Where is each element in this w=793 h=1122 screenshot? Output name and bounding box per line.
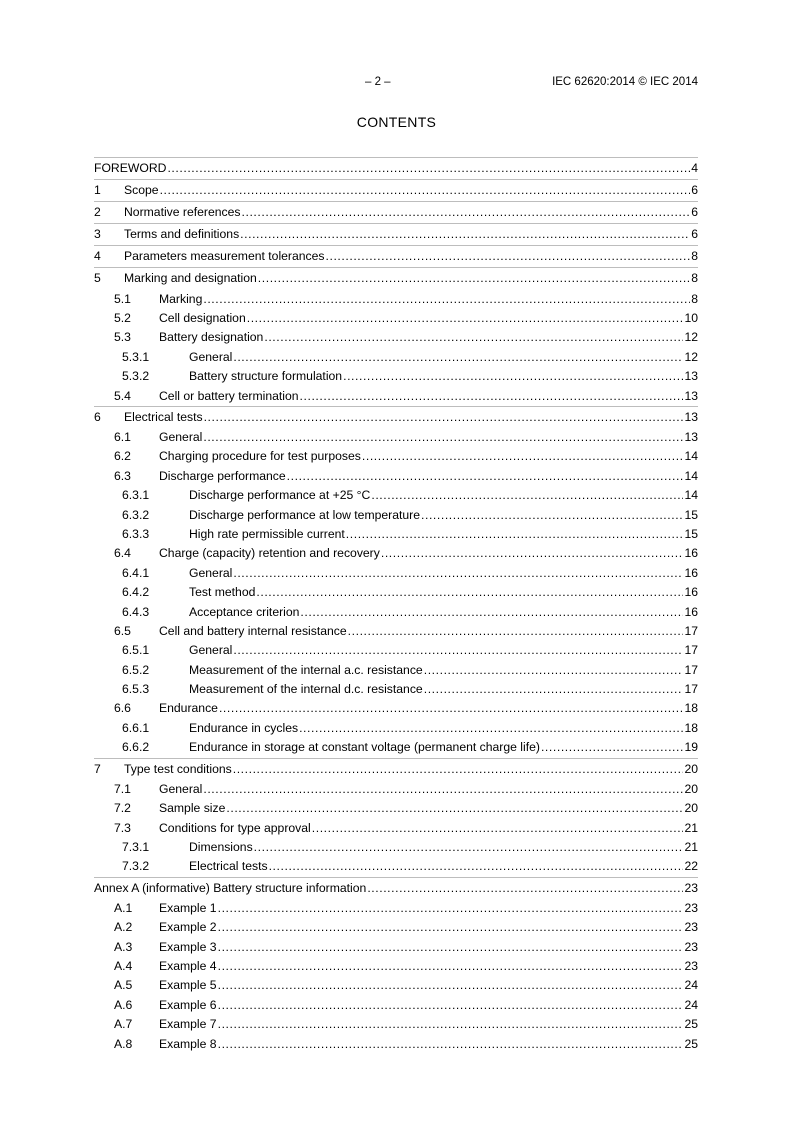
toc-entry[interactable] xyxy=(94,201,698,223)
toc-entry-page: 15 xyxy=(684,507,698,522)
toc-entry[interactable] xyxy=(94,525,698,544)
toc-entry-number: 6.3.2 xyxy=(122,507,150,522)
toc-entry-page: 6 xyxy=(691,205,698,220)
dot-leader xyxy=(312,819,684,838)
toc-entry-number: 2 xyxy=(94,205,101,220)
toc-entry-number: 6 xyxy=(94,409,101,424)
toc-entry[interactable] xyxy=(94,583,698,602)
toc-entry-page: 18 xyxy=(684,701,698,716)
toc-entry-title: General xyxy=(189,643,233,658)
dot-leader xyxy=(242,201,691,223)
dot-leader xyxy=(204,406,684,428)
toc-entry-number: 6.4.1 xyxy=(122,565,150,580)
toc-entry-page: 14 xyxy=(684,468,698,483)
dot-leader xyxy=(218,1015,684,1034)
dot-leader xyxy=(381,544,684,563)
toc-entry-title: Measurement of the internal d.c. resistance xyxy=(189,682,423,697)
toc-entry-title: Discharge performance xyxy=(159,468,286,483)
toc-entry-title: Example 3 xyxy=(159,939,217,954)
toc-entry-number: 6.4.3 xyxy=(122,604,150,619)
dot-leader xyxy=(233,348,683,367)
toc-entry-page: 16 xyxy=(684,604,698,619)
toc-entry-title: Battery structure formulation xyxy=(189,369,343,384)
toc-entry-page: 13 xyxy=(684,388,698,403)
toc-entry-title: Charge (capacity) retention and recovery xyxy=(159,546,380,561)
toc-entry-title: Example 2 xyxy=(159,920,217,935)
toc-entry-title: Example 1 xyxy=(159,900,217,915)
dot-leader xyxy=(218,976,684,995)
toc-entry-page: 8 xyxy=(691,249,698,264)
dot-leader xyxy=(218,1035,684,1054)
toc-entry-number: 5.3 xyxy=(114,330,131,345)
toc-entry-title: Example 6 xyxy=(159,997,217,1012)
dot-leader xyxy=(203,290,690,309)
page-header xyxy=(94,76,698,92)
toc-entry[interactable] xyxy=(94,179,698,201)
toc-entry-page: 17 xyxy=(684,662,698,677)
toc-entry-page: 25 xyxy=(684,1017,698,1032)
toc-entry-page: 13 xyxy=(684,430,698,444)
toc-entry-page: 17 xyxy=(684,643,698,658)
toc-entry-number: 6.5.1 xyxy=(122,643,150,658)
dot-leader xyxy=(343,367,683,386)
toc-entry-number: 1 xyxy=(94,183,101,198)
toc-entry-page: 13 xyxy=(684,409,698,424)
toc-entry-title: Example 8 xyxy=(159,1036,217,1051)
toc-entry-page: 22 xyxy=(684,859,698,874)
toc-entry-title: Cell designation xyxy=(159,310,246,325)
toc-entry-title: Dimensions xyxy=(189,839,253,854)
toc-entry-page: 14 xyxy=(684,488,698,503)
toc-entry-number: 5.3.2 xyxy=(122,369,150,384)
page-number: – 2 – xyxy=(365,76,391,88)
toc-entry[interactable] xyxy=(94,328,698,347)
toc-entry-page: 15 xyxy=(684,526,698,541)
dot-leader xyxy=(258,267,690,289)
toc-entry[interactable] xyxy=(94,661,698,680)
toc-entry-title: Type test conditions xyxy=(124,761,232,776)
toc-entry-title: Marking and designation xyxy=(124,271,257,286)
toc-entry-title: Conditions for type approval xyxy=(159,820,311,835)
toc-entry[interactable] xyxy=(94,564,698,583)
toc-entry-number: 6.3.1 xyxy=(122,488,150,503)
toc-entry-page: 21 xyxy=(684,839,698,854)
toc-entry[interactable] xyxy=(94,641,698,660)
toc-entry-title: Discharge performance at +25 °C xyxy=(189,488,371,503)
toc-entry-page: 23 xyxy=(684,920,698,935)
toc-entry-page: 6 xyxy=(691,227,698,242)
toc-entry[interactable] xyxy=(94,996,698,1015)
toc-entry-page: 10 xyxy=(684,310,698,325)
dot-leader xyxy=(233,758,684,780)
dot-leader xyxy=(424,661,684,680)
toc-entry[interactable] xyxy=(94,309,698,328)
toc-entry-number: 6.4.2 xyxy=(122,585,150,600)
dot-leader xyxy=(203,780,683,799)
toc-entry-number: 6.6.2 xyxy=(122,740,150,755)
toc-entry-page: 16 xyxy=(684,585,698,600)
toc-entry-page: 8 xyxy=(691,291,698,306)
toc-entry-page: 23 xyxy=(684,880,698,895)
toc-entry-number: 6.6 xyxy=(114,701,131,716)
toc-entry-number: 7.3.2 xyxy=(122,859,150,874)
toc-entry-number: A.4 xyxy=(114,958,133,973)
dot-leader xyxy=(300,603,683,622)
toc-entry-number: A.2 xyxy=(114,920,133,935)
toc-entry-number: 6.4 xyxy=(114,546,131,561)
toc-entry[interactable] xyxy=(94,1015,698,1034)
toc-entry[interactable] xyxy=(94,938,698,957)
toc-entry[interactable] xyxy=(94,738,698,757)
toc-entry[interactable] xyxy=(94,387,698,406)
toc-entry[interactable] xyxy=(94,899,698,918)
toc-entry-title: Cell and battery internal resistance xyxy=(159,623,347,638)
toc-entry[interactable] xyxy=(94,348,698,367)
toc-entry-title: Example 4 xyxy=(159,958,217,973)
dot-leader xyxy=(541,738,683,757)
toc-entry-number: A.1 xyxy=(114,900,133,915)
toc-entry-number: 3 xyxy=(94,227,101,242)
standard-identifier: IEC 62620:2014 © IEC 2014 xyxy=(552,76,698,88)
toc-entry[interactable] xyxy=(94,367,698,386)
toc-entry-title: General xyxy=(189,349,233,364)
toc-entry[interactable] xyxy=(94,918,698,937)
toc-entry-title: Charging procedure for test purposes xyxy=(159,449,361,464)
toc-entry-page: 12 xyxy=(684,330,698,345)
dot-leader xyxy=(300,387,684,406)
dot-leader xyxy=(371,486,683,505)
toc-entry-title: Scope xyxy=(124,183,159,198)
toc-entry-page: 23 xyxy=(684,939,698,954)
dot-leader xyxy=(247,309,684,328)
toc-entry-number: A.6 xyxy=(114,997,133,1012)
toc-entry-page: 18 xyxy=(684,720,698,735)
toc-entry-page: 21 xyxy=(684,820,698,835)
toc-entry[interactable] xyxy=(94,406,698,428)
toc-entry-number: 6.5.3 xyxy=(122,682,150,697)
toc-entry-number: 6.1 xyxy=(114,430,131,444)
dot-leader xyxy=(362,447,684,466)
toc-entry-title: Electrical tests xyxy=(189,859,268,874)
dot-leader xyxy=(367,877,683,899)
dot-leader xyxy=(233,564,683,583)
toc-entry[interactable] xyxy=(94,877,698,899)
table-of-contents xyxy=(94,157,698,1054)
toc-entry-number: 5.4 xyxy=(114,388,131,403)
toc-entry-number: A.5 xyxy=(114,978,133,993)
toc-entry-page: 17 xyxy=(684,623,698,638)
toc-entry[interactable] xyxy=(94,290,698,309)
dot-leader xyxy=(240,223,690,245)
dot-leader xyxy=(424,680,684,699)
toc-entry-number: 6.3 xyxy=(114,468,131,483)
toc-entry-number: 5.3.1 xyxy=(122,349,150,364)
toc-entry-title: Example 5 xyxy=(159,978,217,993)
toc-entry[interactable] xyxy=(94,819,698,838)
toc-entry-page: 4 xyxy=(691,161,698,175)
toc-entry[interactable] xyxy=(94,857,698,876)
dot-leader xyxy=(167,157,690,179)
toc-entry-page: 20 xyxy=(684,761,698,776)
toc-entry-title: Measurement of the internal a.c. resistance xyxy=(189,662,423,677)
toc-entry-title: Example 7 xyxy=(159,1017,217,1032)
toc-entry-number: 6.5 xyxy=(114,623,131,638)
toc-entry[interactable] xyxy=(94,957,698,976)
dot-leader xyxy=(226,799,683,818)
dot-leader xyxy=(218,938,684,957)
toc-entry[interactable] xyxy=(94,603,698,622)
toc-entry-title: Endurance in cycles xyxy=(189,720,299,735)
toc-entry-title: General xyxy=(189,565,233,580)
toc-entry[interactable] xyxy=(94,799,698,818)
toc-entry-title: Annex A (informative) Battery structure information xyxy=(94,880,367,895)
dot-leader xyxy=(256,583,683,602)
toc-entry[interactable] xyxy=(94,719,698,738)
toc-entry-number: 7.2 xyxy=(114,801,131,816)
toc-entry-page: 24 xyxy=(684,978,698,993)
toc-entry-title: Discharge performance at low temperature xyxy=(189,507,420,522)
toc-entry[interactable] xyxy=(94,680,698,699)
toc-entry-page: 25 xyxy=(684,1036,698,1051)
toc-entry[interactable] xyxy=(94,267,698,289)
toc-entry-title: Endurance xyxy=(159,701,218,716)
toc-entry-number: 7 xyxy=(94,761,101,776)
toc-entry-title: Battery designation xyxy=(159,330,264,345)
toc-entry-title: Terms and definitions xyxy=(124,227,240,242)
toc-entry-number: 6.6.1 xyxy=(122,720,150,735)
toc-entry[interactable] xyxy=(94,544,698,563)
toc-entry[interactable] xyxy=(94,428,698,447)
toc-entry-number: A.7 xyxy=(114,1017,133,1032)
dot-leader xyxy=(219,699,683,718)
toc-entry-page: 12 xyxy=(684,349,698,364)
dot-leader xyxy=(218,918,684,937)
dot-leader xyxy=(287,467,684,486)
toc-entry-number: 5 xyxy=(94,271,101,286)
dot-leader xyxy=(218,899,684,918)
page-title: CONTENTS xyxy=(356,114,437,130)
toc-entry-title: General xyxy=(159,430,203,444)
toc-entry-number: 6.5.2 xyxy=(122,662,150,677)
toc-entry-title: Parameters measurement tolerances xyxy=(124,249,325,264)
toc-entry-page: 24 xyxy=(684,997,698,1012)
toc-entry-number: A.8 xyxy=(114,1036,133,1051)
toc-entry-page: 19 xyxy=(684,740,698,755)
toc-entry-title: Cell or battery termination xyxy=(159,388,299,403)
dot-leader xyxy=(299,719,683,738)
toc-entry[interactable] xyxy=(94,467,698,486)
toc-entry-number: 7.3 xyxy=(114,820,131,835)
toc-entry-number: 5.1 xyxy=(114,291,131,306)
dot-leader xyxy=(218,957,684,976)
toc-entry[interactable] xyxy=(94,157,698,179)
dot-leader xyxy=(421,506,683,525)
toc-entry-title: Endurance in storage at constant voltage (permanent charge life) xyxy=(189,740,540,755)
dot-leader xyxy=(218,996,684,1015)
dot-leader xyxy=(264,328,683,347)
toc-entry-page: 13 xyxy=(684,369,698,384)
toc-entry-page: 14 xyxy=(684,449,698,464)
toc-entry[interactable] xyxy=(94,838,698,857)
toc-entry-title: High rate permissible current xyxy=(189,526,345,541)
toc-entry-page: 23 xyxy=(684,958,698,973)
toc-entry[interactable] xyxy=(94,1035,698,1054)
toc-entry-number: 6.3.3 xyxy=(122,526,150,541)
toc-entry-number: 7.1 xyxy=(114,781,131,796)
toc-entry[interactable] xyxy=(94,622,698,641)
toc-entry-title: FOREWORD xyxy=(94,161,167,175)
toc-entry[interactable] xyxy=(94,976,698,995)
toc-entry-title: General xyxy=(159,781,203,796)
toc-entry-title: Electrical tests xyxy=(124,409,203,424)
toc-entry-page: 20 xyxy=(684,801,698,816)
toc-entry-page: 16 xyxy=(684,565,698,580)
toc-entry[interactable] xyxy=(94,780,698,799)
dot-leader xyxy=(346,525,684,544)
toc-entry-number: 4 xyxy=(94,249,101,264)
toc-entry-number: 6.2 xyxy=(114,449,131,464)
toc-entry-title: Normative references xyxy=(124,205,241,220)
toc-entry-title: Acceptance criterion xyxy=(189,604,300,619)
toc-entry[interactable] xyxy=(94,486,698,505)
dot-leader xyxy=(326,245,691,267)
toc-entry-number: 7.3.1 xyxy=(122,839,150,854)
toc-entry[interactable] xyxy=(94,245,698,267)
toc-entry-number: A.3 xyxy=(114,939,133,954)
toc-entry-title: Test method xyxy=(189,585,256,600)
toc-entry-page: 17 xyxy=(684,682,698,697)
toc-entry[interactable] xyxy=(94,699,698,718)
toc-entry-number: 5.2 xyxy=(114,310,131,325)
dot-leader xyxy=(233,641,683,660)
toc-entry-page: 16 xyxy=(684,546,698,561)
toc-entry-page: 6 xyxy=(691,183,698,198)
toc-entry[interactable] xyxy=(94,223,698,245)
dot-leader xyxy=(160,179,691,201)
toc-entry-title: Marking xyxy=(159,291,203,306)
dot-leader xyxy=(348,622,684,641)
toc-entry-title: Sample size xyxy=(159,801,226,816)
toc-entry[interactable] xyxy=(94,447,698,466)
toc-entry[interactable] xyxy=(94,506,698,525)
toc-entry-page: 23 xyxy=(684,900,698,915)
toc-entry-page: 8 xyxy=(691,271,698,286)
dot-leader xyxy=(254,838,684,857)
dot-leader xyxy=(203,428,683,447)
toc-entry-page: 20 xyxy=(684,781,698,796)
toc-entry[interactable] xyxy=(94,758,698,780)
dot-leader xyxy=(269,857,684,876)
